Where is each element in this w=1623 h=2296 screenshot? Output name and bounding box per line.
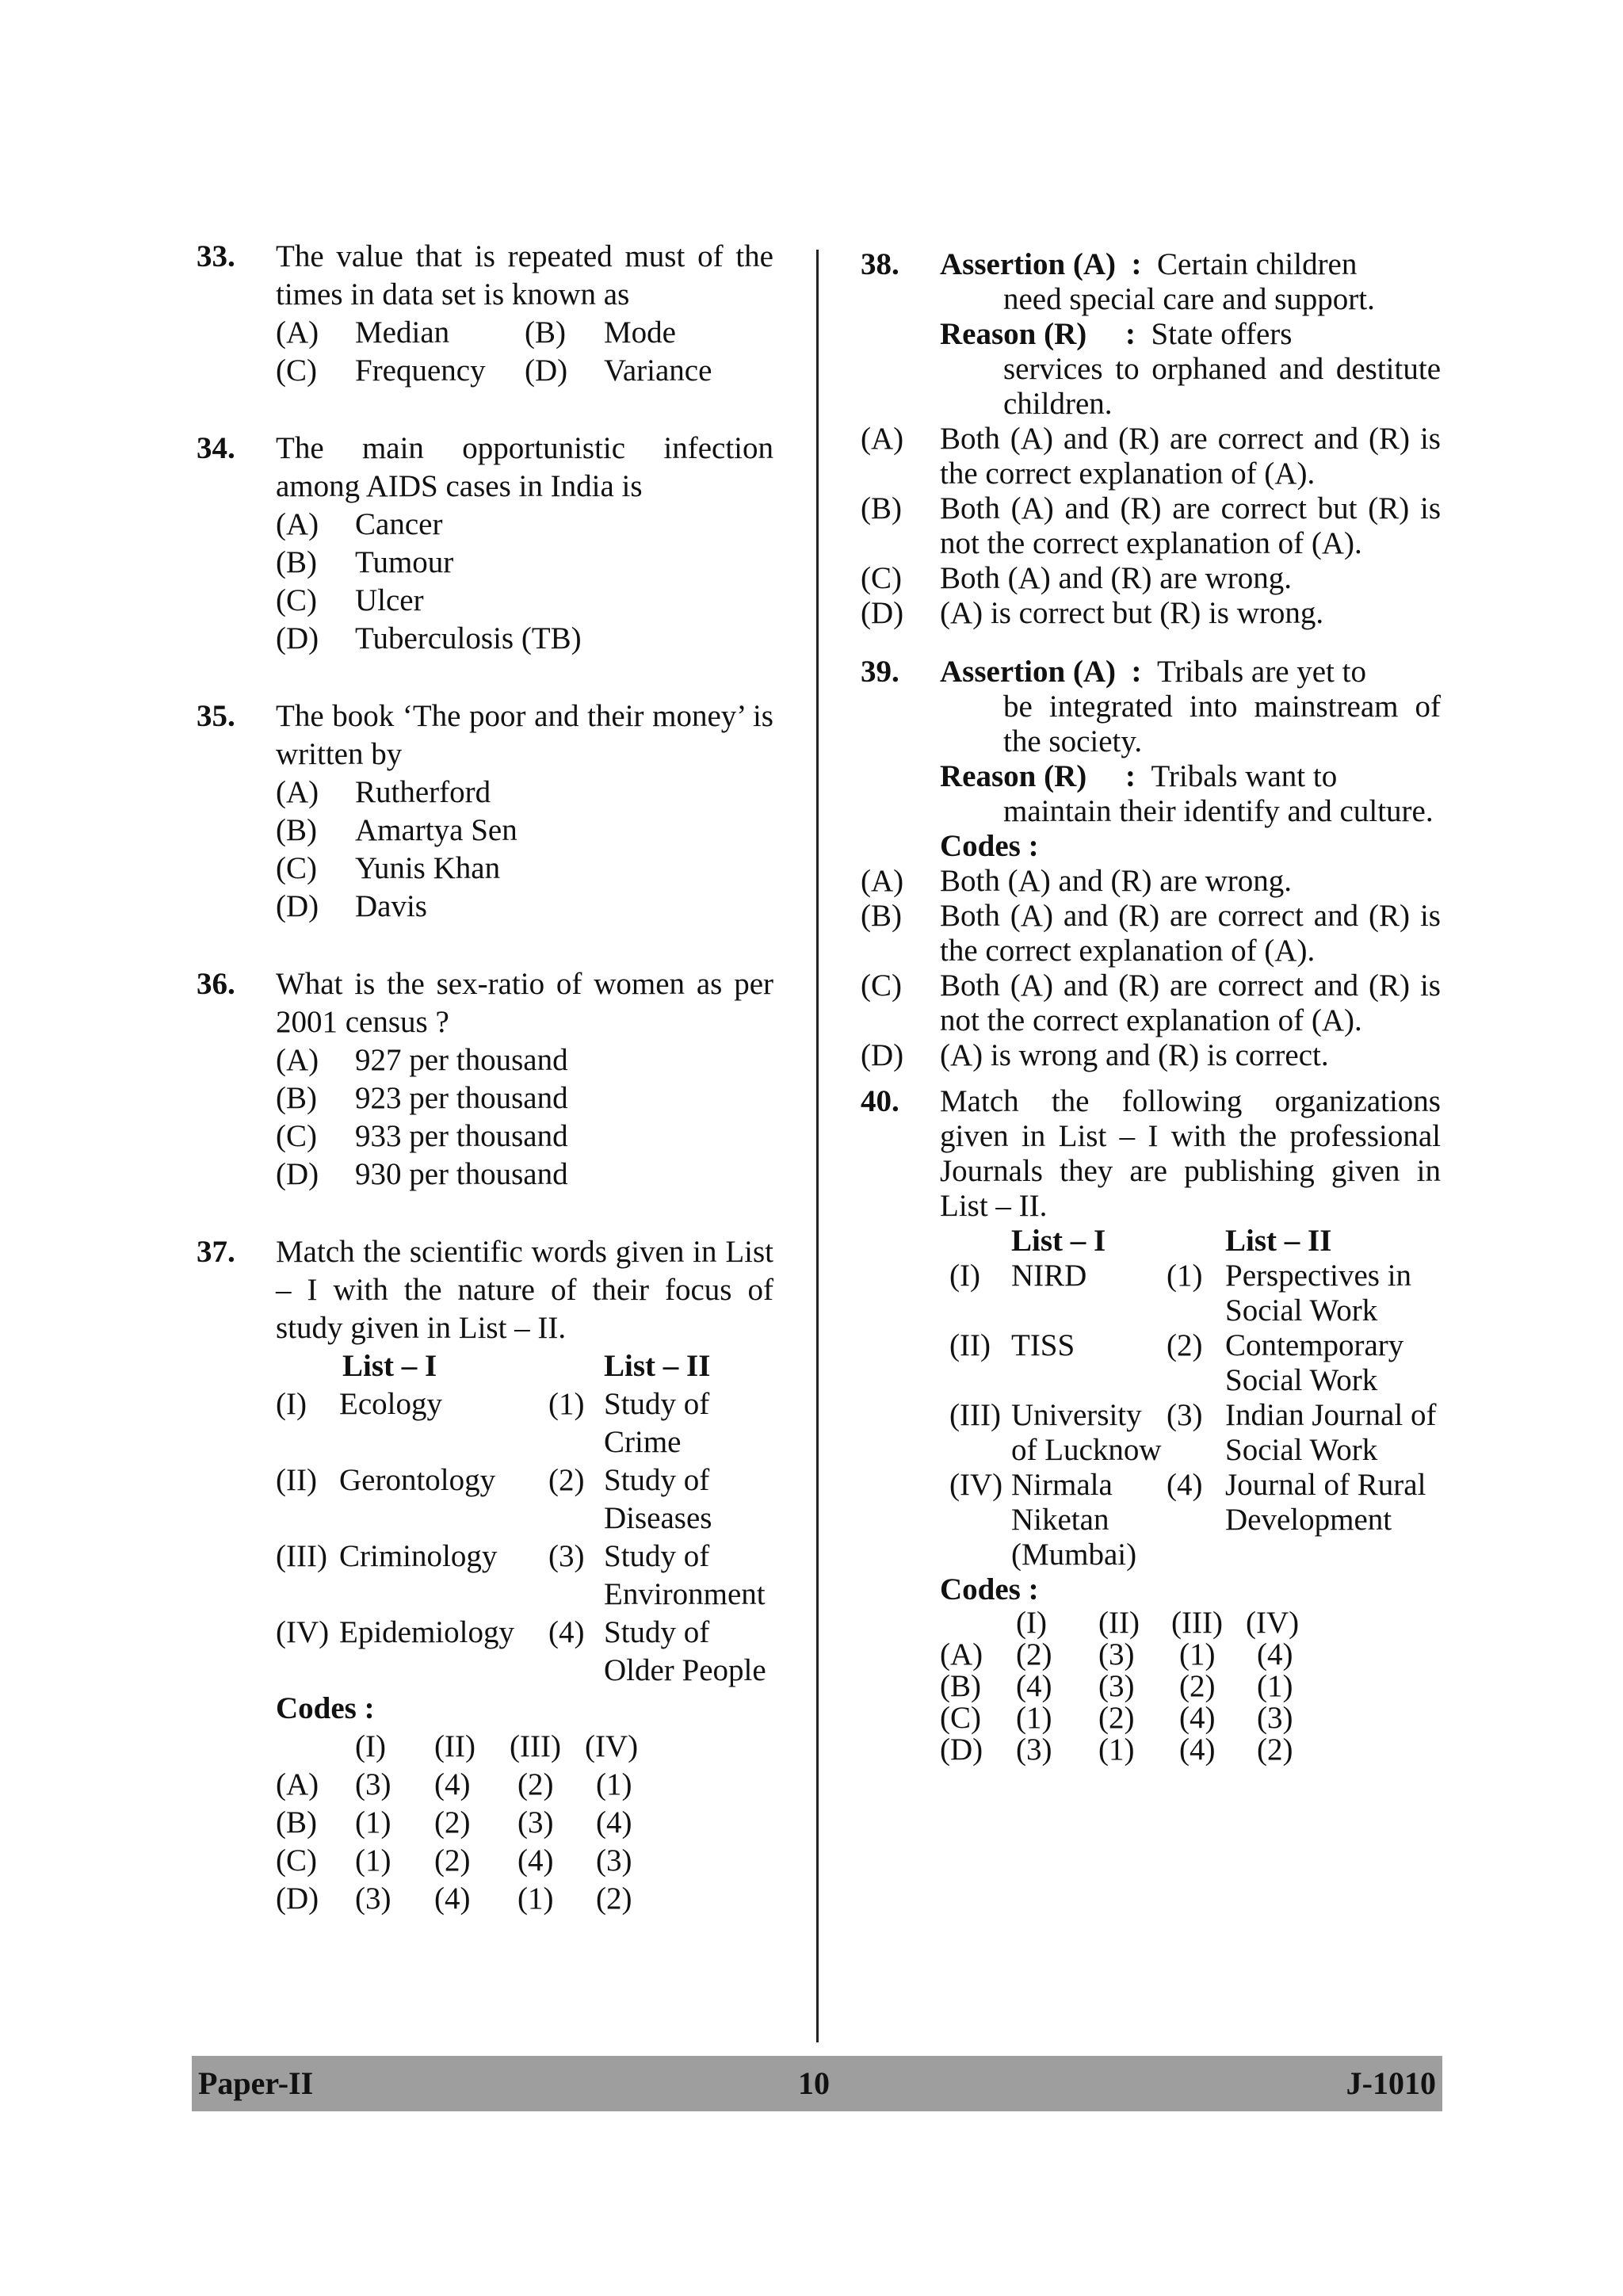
option-d[interactable]: (D) Variance <box>525 353 712 388</box>
question-number: 33. <box>197 239 235 273</box>
assertion: Assertion (A) : Tribals are yet to <box>940 655 1366 689</box>
match-row: (III) Criminology (3) Study of Environment <box>276 1539 766 1611</box>
codes-label: Codes : <box>940 829 1039 863</box>
option-d[interactable]: (D) 930 per thousand <box>276 1157 568 1191</box>
option-a[interactable]: (A) 927 per thousand <box>276 1043 568 1077</box>
question-text: The main opportunistic infection among AIDS cases in India is <box>276 431 773 503</box>
list-1-heading: List – I <box>1011 1224 1106 1258</box>
question-36 <box>197 965 773 1194</box>
code-option-a[interactable]: (A) (2) (3) (1) (4) <box>940 1637 1293 1671</box>
option-b[interactable]: (B) 923 per thousand <box>276 1081 568 1115</box>
question-number: 34. <box>197 431 235 465</box>
code-option-c[interactable]: (C) (1) (2) (4) (3) <box>940 1701 1293 1735</box>
assertion-text: be integrated into mainstream of the society. <box>1003 690 1441 758</box>
options-row <box>276 352 773 390</box>
question-text: The book ‘The poor and their money’ is written by <box>276 699 773 771</box>
code-option-d[interactable]: (D) (3) (1) (4) (2) <box>940 1733 1293 1767</box>
match-table <box>949 1224 1444 1572</box>
paper-code: J-1010 <box>1346 2065 1436 2101</box>
codes-label: Codes : <box>940 1572 1039 1606</box>
question-number: 36. <box>197 967 235 1001</box>
option-c[interactable]: (C) Both (A) and (R) are correct and (R) is not the correct explanation of (A). <box>861 968 1441 1037</box>
match-row: (II) TISS (2) Contemporary Social Work <box>949 1328 1404 1397</box>
option-a[interactable]: (A) Both (A) and (R) are correct and (R) is the correct explanation of (A). <box>861 422 1441 491</box>
option-b[interactable]: (B) Mode <box>525 315 676 350</box>
code-option-b[interactable]: (B) (1) (2) (3) (4) <box>276 1805 632 1839</box>
reason: Reason (R) : State offers <box>940 317 1293 351</box>
option-c[interactable]: (C) 933 per thousand <box>276 1119 568 1153</box>
question-38 <box>861 247 1441 422</box>
match-row: (IV) Nirmala Niketan (Mumbai) (4) Journal of Rural Development <box>949 1468 1426 1572</box>
match-row: (II) Gerontology (2) Study of Diseases <box>276 1463 712 1535</box>
option-a[interactable]: (A) Rutherford <box>276 775 491 809</box>
question-text: Match the scientific words given in List – I with the nature of their focus of study given in List – II. <box>276 1235 773 1345</box>
assertion-text: need special care and support. <box>1003 282 1375 316</box>
match-row: (I) NIRD (1) Perspectives in Social Work <box>949 1259 1412 1328</box>
code-option-b[interactable]: (B) (4) (3) (2) (1) <box>940 1669 1293 1703</box>
match-row: (III) University of Lucknow (3) Indian Journal of Social Work <box>949 1398 1437 1467</box>
code-option-a[interactable]: (A) (3) (4) (2) (1) <box>276 1767 632 1801</box>
question-37 <box>197 1233 773 1918</box>
question-number: 39. <box>861 655 899 689</box>
question-text: What is the sex-ratio of women as per 2001 census ? <box>276 967 773 1039</box>
option-a[interactable]: (A) Cancer <box>276 507 443 541</box>
options-row <box>276 314 773 352</box>
option-d[interactable]: (D) (A) is wrong and (R) is correct. <box>861 1038 1329 1072</box>
list-2-heading: List – II <box>1225 1224 1332 1258</box>
option-c[interactable]: (C) Frequency <box>276 353 486 388</box>
question-text: The value that is repeated must of the times in data set is known as <box>276 239 773 311</box>
question-40 <box>861 1084 1441 1766</box>
option-b[interactable]: (B) Both (A) and (R) are correct but (R) is not the correct explanation of (A). <box>861 491 1441 560</box>
reason: Reason (R) : Tribals want to <box>940 759 1338 793</box>
option-b[interactable]: (B) Tumour <box>276 545 454 579</box>
page-footer <box>192 2056 1442 2111</box>
reason-text: services to orphaned and destitute children. <box>1003 352 1441 421</box>
code-option-d[interactable]: (D) (3) (4) (1) (2) <box>276 1881 632 1916</box>
left-column <box>197 238 773 1918</box>
question-number: 35. <box>197 699 235 733</box>
codes-table: (I) (II) (III) (IV) (A) (2) (3) (1) (4) (B) (4) (3) (2) (1) (C) (1) (2) (4) (3) (D) (3) (1) (4) (2) <box>940 1606 1300 1767</box>
option-d[interactable]: (D) Tuberculosis (TB) <box>276 621 582 655</box>
question-text: Match the following organizations given in List – I with the professional Journals they are publishing given in List – II. <box>940 1084 1441 1223</box>
option-b[interactable]: (B) Both (A) and (R) are correct and (R) is the correct explanation of (A). <box>861 899 1441 968</box>
list-1-heading: List – I <box>342 1349 437 1383</box>
reason-text: maintain their identify and culture. <box>1003 794 1434 828</box>
assertion: Assertion (A) : Certain children <box>940 247 1358 281</box>
question-39 <box>861 655 1441 864</box>
option-c[interactable]: (C) Yunis Khan <box>276 851 501 885</box>
codes-label: Codes : <box>276 1691 375 1725</box>
paper-label: Paper-II <box>198 2065 314 2101</box>
option-c[interactable]: (C) Ulcer <box>276 583 424 617</box>
question-number: 37. <box>197 1235 235 1269</box>
option-d[interactable]: (D) (A) is correct but (R) is wrong. <box>861 596 1324 630</box>
right-column <box>861 247 1441 1766</box>
option-a[interactable]: (A) Median <box>276 315 450 350</box>
column-divider <box>816 250 819 2042</box>
list-2-heading: List – II <box>604 1349 711 1383</box>
match-table <box>276 1347 773 1690</box>
page-number: 10 <box>798 2065 830 2101</box>
match-row: (IV) Epidemiology (4) Study of Older People <box>276 1615 766 1687</box>
option-b[interactable]: (B) Amartya Sen <box>276 813 517 847</box>
option-c[interactable]: (C) Both (A) and (R) are wrong. <box>861 561 1293 595</box>
option-d[interactable]: (D) Davis <box>276 889 427 923</box>
option-a[interactable]: (A) Both (A) and (R) are wrong. <box>861 864 1293 898</box>
code-option-c[interactable]: (C) (1) (2) (4) (3) <box>276 1843 632 1878</box>
question-34 <box>197 430 773 658</box>
question-number: 40. <box>861 1084 899 1118</box>
question-33 <box>197 238 773 390</box>
question-number: 38. <box>861 247 899 281</box>
question-35 <box>197 697 773 926</box>
match-row: (I) Ecology (1) Study of Crime <box>276 1387 710 1459</box>
codes-table: (I) (II) (III) (IV) (A) (3) (4) (2) (1) (B) (1) (2) (3) (4) (C) (1) (2) (4) (3) (D) (3) (4) (1) (2) <box>276 1728 638 1918</box>
